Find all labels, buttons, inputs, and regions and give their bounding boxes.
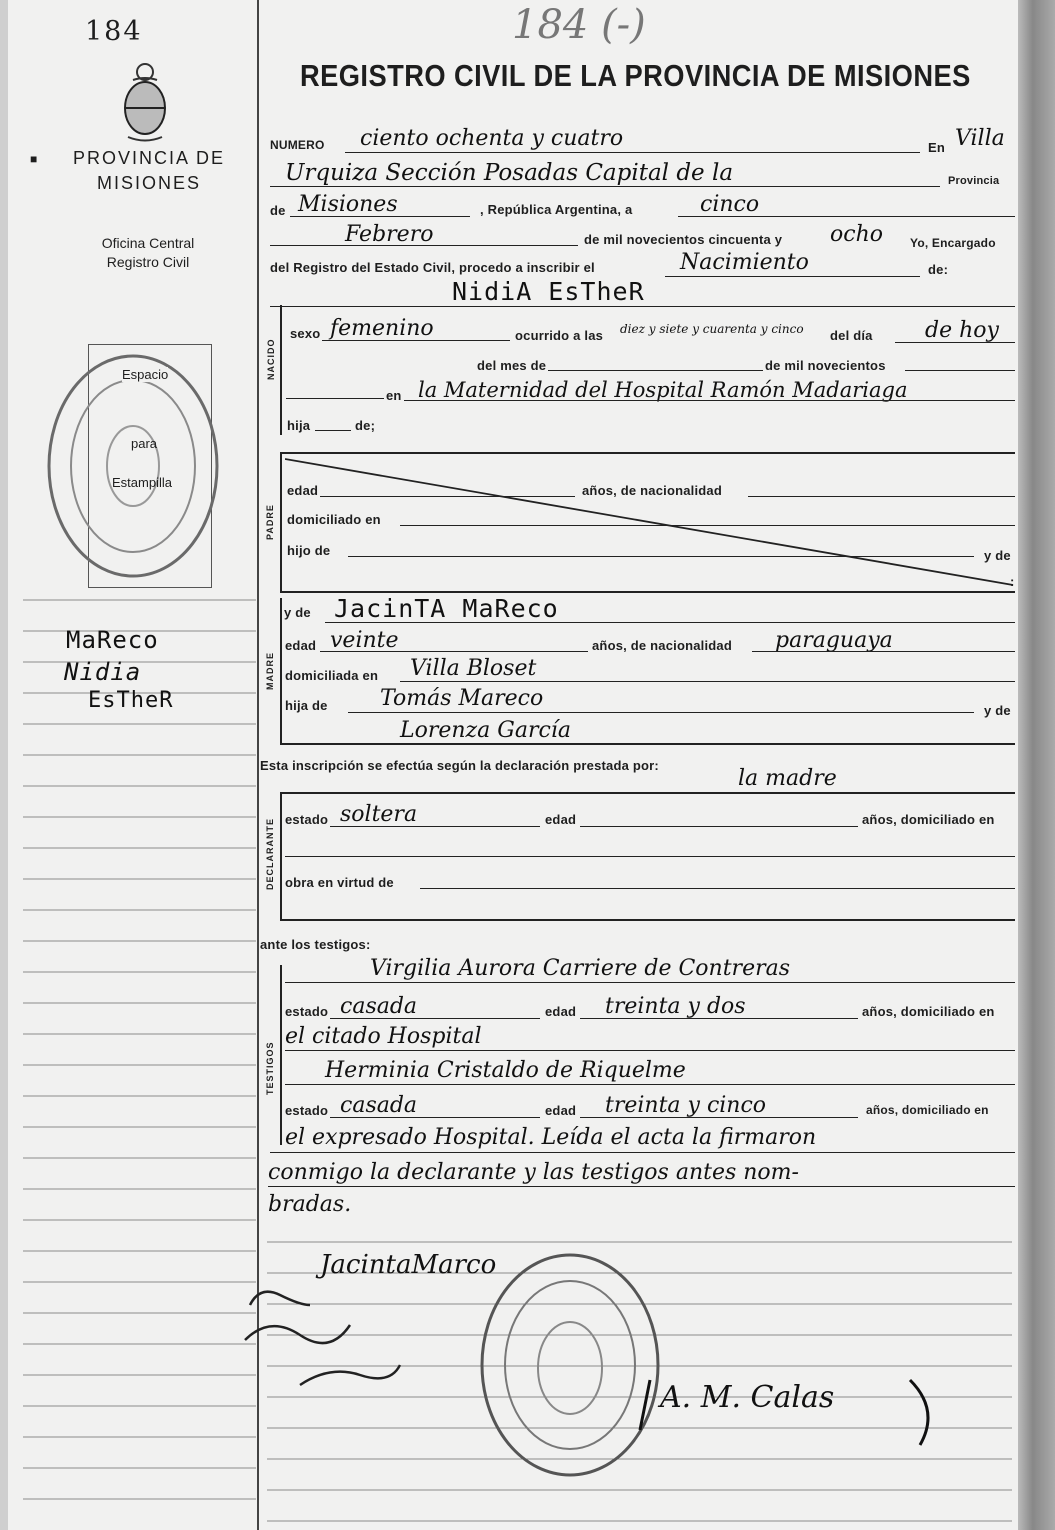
padre-box-top	[280, 452, 1015, 454]
witness2-anos-label: años, domiciliado en	[866, 1103, 989, 1117]
officer-signature: A. M. Calas	[660, 1380, 835, 1415]
padre-box-left	[280, 452, 282, 592]
place-underline	[270, 186, 940, 187]
hija-underline	[315, 430, 351, 431]
padre-hijo-label: hijo de	[287, 543, 331, 558]
padre-anos-label: años, de nacionalidad	[582, 483, 723, 498]
witness1-edad-label: edad	[545, 1004, 577, 1019]
declarante-box-top	[280, 792, 1015, 794]
declarante-anos-label: años, domiciliado en	[862, 812, 995, 827]
madre-name: JacinTA MaReco	[334, 594, 559, 623]
en-label: En	[928, 140, 946, 155]
stamp-text-espacio: Espacio	[122, 367, 169, 382]
madre-anos-label: años, de nacionalidad	[592, 638, 733, 653]
stamp-text-para: para	[131, 436, 158, 451]
madre-domicilio-value: Villa Bloset	[410, 656, 537, 681]
declarante-obra-label: obra en virtud de	[285, 875, 394, 890]
madre-name-underline	[325, 622, 1015, 623]
hija-label: hija	[287, 418, 311, 433]
madre-nacionalidad-value: paraguaya	[775, 628, 893, 653]
padre-hijo-underline	[348, 556, 974, 557]
provincia-value: Misiones	[298, 192, 398, 217]
month-value: Febrero	[345, 222, 434, 247]
madre-father-value: Tomás Mareco	[380, 686, 544, 711]
mes-label: del mes de	[477, 358, 547, 373]
province-title	[54, 148, 244, 194]
madre-edad-label: edad	[285, 638, 317, 653]
hija-de-label: de;	[355, 418, 376, 433]
witness2-edad-underline	[580, 1117, 858, 1118]
declaracion-intro: Esta inscripción se efectúa según la declaración prestada por:	[260, 758, 659, 773]
madre-box-bottom	[280, 743, 1015, 745]
witness1-name: Virgilia Aurora Carriere de Contreras	[370, 956, 791, 981]
province-line2: MISIONES	[96, 173, 201, 193]
madre-father-underline	[348, 712, 974, 713]
republica-label: , República Argentina, a	[480, 202, 633, 217]
madre-yde2-label: y de	[984, 703, 1011, 718]
month-underline	[270, 245, 578, 246]
witness1-estado-underline	[330, 1018, 540, 1019]
witness2-estado-label: estado	[285, 1103, 329, 1118]
declarante-box-bottom	[280, 919, 1015, 921]
child-name: NidiA EsTheR	[452, 277, 645, 306]
sexo-value: femenino	[330, 316, 434, 341]
closing2-underline	[268, 1186, 1015, 1187]
witness2-estado-underline	[330, 1117, 540, 1118]
testigos-section-label: TESTIGOS	[265, 1041, 275, 1095]
closing-line3: bradas.	[268, 1192, 352, 1217]
book-page-edge	[1018, 0, 1055, 1530]
witness1-edad-underline	[580, 1018, 858, 1019]
madre-section-label: MADRE	[265, 652, 275, 690]
declarante-section-label: DECLARANTE	[265, 818, 275, 890]
closing-line1: el expresado Hospital. Leída el acta la firmaron	[285, 1125, 817, 1150]
witness1-edad-value: treinta y dos	[605, 994, 746, 1019]
stamp-text-estampilla: Estampilla	[112, 475, 172, 490]
madre-domicilio-underline	[400, 681, 1015, 682]
witness1-estado-value: casada	[340, 994, 418, 1019]
padre-domicilio-label: domiciliado en	[287, 512, 381, 527]
numero-value: ciento ochenta y cuatro	[360, 126, 624, 151]
numero-label: NUMERO	[270, 138, 325, 152]
numero-underline	[345, 152, 920, 153]
day-value: cinco	[700, 192, 760, 217]
coat-of-arms-icon	[118, 62, 172, 142]
declarante-dom-underline	[285, 856, 1015, 857]
dia-underline	[895, 342, 1015, 343]
witness2-estado-value: casada	[340, 1093, 418, 1118]
year-value: ocho	[830, 222, 883, 247]
del-dia-label: del día	[830, 328, 873, 343]
declarante-obra-underline	[420, 888, 1015, 889]
handwritten-page-number: 184 (-)	[512, 2, 646, 48]
province-line1: PROVINCIA DE	[72, 148, 226, 168]
dia-value: de hoy	[925, 318, 999, 343]
madre-mother-value: Lorenza García	[400, 718, 571, 743]
testigos-box-left	[280, 965, 282, 1145]
padre-section-label: PADRE	[265, 504, 275, 540]
mil-underline	[905, 370, 1015, 371]
de-colon-label: de:	[928, 262, 949, 277]
acto-value: Nacimiento	[680, 250, 809, 275]
padre-colon: :	[1010, 574, 1015, 589]
declarante-edad-label: edad	[545, 812, 577, 827]
witness1-anos-label: años, domiciliado en	[862, 1004, 995, 1019]
padre-edad-underline	[320, 496, 575, 497]
en-lead-underline	[286, 398, 384, 399]
declarante-estado-label: estado	[285, 812, 329, 827]
witness2-name: Herminia Cristaldo de Riquelme	[325, 1058, 686, 1083]
witness1-underline	[285, 982, 1015, 983]
margin-name-line1: MaReco	[66, 626, 159, 654]
padre-yde-label: y de	[984, 548, 1011, 563]
madre-box-left	[280, 598, 282, 743]
sexo-label: sexo	[290, 326, 321, 341]
closing-line2: conmigo la declarante y las testigos antes nom-	[268, 1160, 799, 1185]
nacido-section-label: NACIDO	[266, 338, 276, 380]
office-line1: Oficina Central	[101, 235, 195, 251]
ocurrido-label: ocurrido a las	[515, 328, 604, 343]
padre-domicilio-underline	[400, 525, 1015, 526]
witness1-domicilio-value: el citado Hospital	[285, 1024, 482, 1049]
declarante-box-left	[280, 792, 282, 920]
acto-underline	[665, 276, 920, 277]
page-number: 184	[85, 16, 143, 47]
margin-ruled-lines	[8, 0, 258, 1530]
declarante-estado-value: soltera	[340, 802, 418, 827]
witness2-edad-value: treinta y cinco	[605, 1093, 767, 1118]
provincia-label: Provincia	[948, 175, 1000, 187]
declarante-edad-underline	[580, 826, 858, 827]
mother-signature: JacintaMarco	[320, 1250, 497, 1280]
margin-name-line2: Nidia	[64, 658, 142, 686]
closing1-underline	[270, 1152, 1015, 1153]
witness1-estado-label: estado	[285, 1004, 329, 1019]
mil-label: de mil novecientos	[765, 358, 886, 373]
de-label: de	[270, 203, 286, 218]
witness2-edad-label: edad	[545, 1103, 577, 1118]
declarante-estado-underline	[330, 826, 540, 827]
office-line2: Registro Civil	[106, 254, 190, 270]
place-line: Urquiza Sección Posadas Capital de la	[285, 160, 734, 186]
witness2-underline	[285, 1084, 1015, 1085]
padre-edad-label: edad	[287, 483, 319, 498]
registro-label: del Registro del Estado Civil, procedo a inscribir el	[270, 260, 595, 275]
madre-edad-underline	[320, 651, 588, 652]
page-title: REGISTRO CIVIL DE LA PROVINCIA DE MISIONES	[300, 58, 971, 93]
declarante-who: la madre	[738, 766, 837, 791]
testigos-intro: ante los testigos:	[260, 937, 371, 952]
witness1-dom-underline	[285, 1050, 1015, 1051]
bullet-mark: ■	[30, 152, 38, 166]
scribble-mark-icon	[240, 1265, 410, 1405]
lugar-underline	[404, 400, 1015, 401]
madre-domicilio-label: domiciliada en	[285, 668, 379, 683]
encargado-label: Yo, Encargado	[910, 236, 996, 250]
padre-nac-underline	[748, 496, 1015, 497]
provincia-underline	[290, 216, 470, 217]
madre-yde-label: y de	[284, 605, 311, 620]
nacido-en-label: en	[386, 388, 402, 403]
nacido-box-left	[280, 305, 282, 435]
child-name-underline	[270, 306, 1015, 307]
lugar-value: la Maternidad del Hospital Ramón Madariaga	[418, 378, 908, 402]
sexo-underline	[322, 340, 510, 341]
registry-seal-icon	[45, 348, 225, 588]
madre-edad-value: veinte	[330, 628, 399, 653]
mes-underline	[548, 370, 763, 371]
margin-name-line3: EsTheR	[88, 688, 174, 713]
madre-nac-underline	[752, 651, 1015, 652]
madre-hija-label: hija de	[285, 698, 328, 713]
day-underline	[678, 216, 1015, 217]
year-label: de mil novecientos cincuenta y	[584, 232, 783, 247]
office-title	[68, 235, 228, 270]
hora-value: diez y siete y cuarenta y cinco	[620, 322, 804, 336]
en-value: Villa	[955, 126, 1005, 151]
